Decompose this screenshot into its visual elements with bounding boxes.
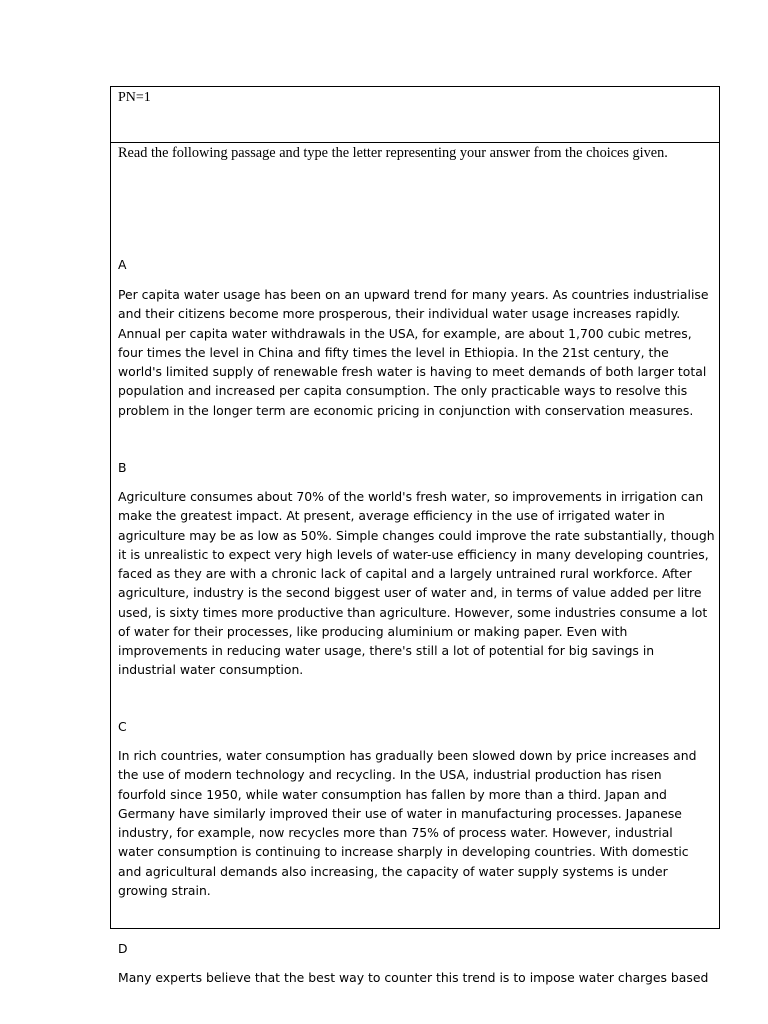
paragraph-line: Annual per capita water withdrawals in the USA, for example, are about 1,700 cubic metres, (118, 325, 692, 341)
paragraph-line: of water for their processes, like producing aluminium or making paper. Even with (118, 623, 628, 639)
paragraph-line: agriculture may be as low as 50%. Simple changes could improve the rate substantially, though (118, 527, 715, 543)
section-letter-a: A (118, 257, 127, 272)
paragraph-line: water consumption is continuing to increase sharply in developing countries. With domestic (118, 844, 689, 860)
paragraph-line: Per capita water usage has been on an upward trend for many years. As countries industrialise (118, 287, 709, 302)
section-paragraph-a (118, 285, 718, 420)
paragraph-line: problem in the longer term are economic pricing in conjunction with conservation measures. (118, 402, 694, 418)
paragraph-line: make the greatest impact. At present, average efficiency in the use of irrigated water in (118, 508, 665, 524)
paragraph-line: and agricultural demands also increasing, the capacity of water supply systems is under (118, 863, 668, 879)
paragraph-line: used, is sixty times more productive than agriculture. However, some industries consume a lot (118, 604, 708, 620)
paragraph-line: improvements in reducing water usage, there's still a lot of potential for big savings in (118, 643, 655, 658)
paragraph-line: the use of modern technology and recycling. In the USA, industrial production has risen (118, 767, 662, 783)
section-paragraph-c (118, 746, 718, 900)
instruction-text: Read the following passage and type the letter representing your answer from the choices given. (118, 145, 668, 161)
paragraph-line: faced as they are with a chronic lack of capital and a largely untrained rural workforce. After (118, 566, 692, 581)
paragraph-line: four times the level in China and fifty times the level in Ethiopia. In the 21st century, the (118, 344, 669, 360)
paragraph-line: fourfold since 1950, while water consumption has fallen by more than a third. Japan and (118, 786, 667, 802)
question-body-row (111, 143, 719, 985)
section-paragraph-b (118, 487, 718, 680)
paragraph-line: In rich countries, water consumption has gradually been slowed down by price increases and (118, 748, 697, 763)
paragraph-line: Germany have similarly improved their use of water in manufacturing processes. Japanese (118, 805, 682, 821)
paragraph-line: growing strain. (118, 882, 211, 898)
paragraph-line: industry, for example, now recycles more than 75% of process water. However, industrial (118, 825, 673, 840)
paragraph-line: it is unrealistic to expect very high levels of water-use efficiency in many developing countries, (118, 546, 709, 562)
section-paragraph-d (118, 968, 718, 987)
paragraph-line: world's limited supply of renewable fresh water is having to meet demands of both larger total (118, 364, 707, 379)
section-letter-c: C (118, 719, 127, 734)
question-header-row (111, 87, 719, 143)
paragraph-line: Many experts believe that the best way to counter this trend is to impose water charges based (118, 970, 709, 985)
paragraph-line: Agriculture consumes about 70% of the world's fresh water, so improvements in irrigation can (118, 489, 704, 504)
paragraph-line: and their citizens become more prosperous, their individual water usage increases rapidly. (118, 306, 681, 322)
paragraph-line: industrial water consumption. (118, 662, 304, 678)
section-letter-d: D (118, 941, 128, 956)
paragraph-line: population and increased per capita consumption. The only practicable ways to resolve this (118, 383, 688, 399)
section-letter-b: B (118, 460, 127, 475)
paragraph-line: agriculture, industry is the second biggest user of water and, in terms of value added per litre (118, 585, 702, 601)
question-table (110, 86, 720, 985)
pn-label: PN=1 (118, 90, 151, 105)
